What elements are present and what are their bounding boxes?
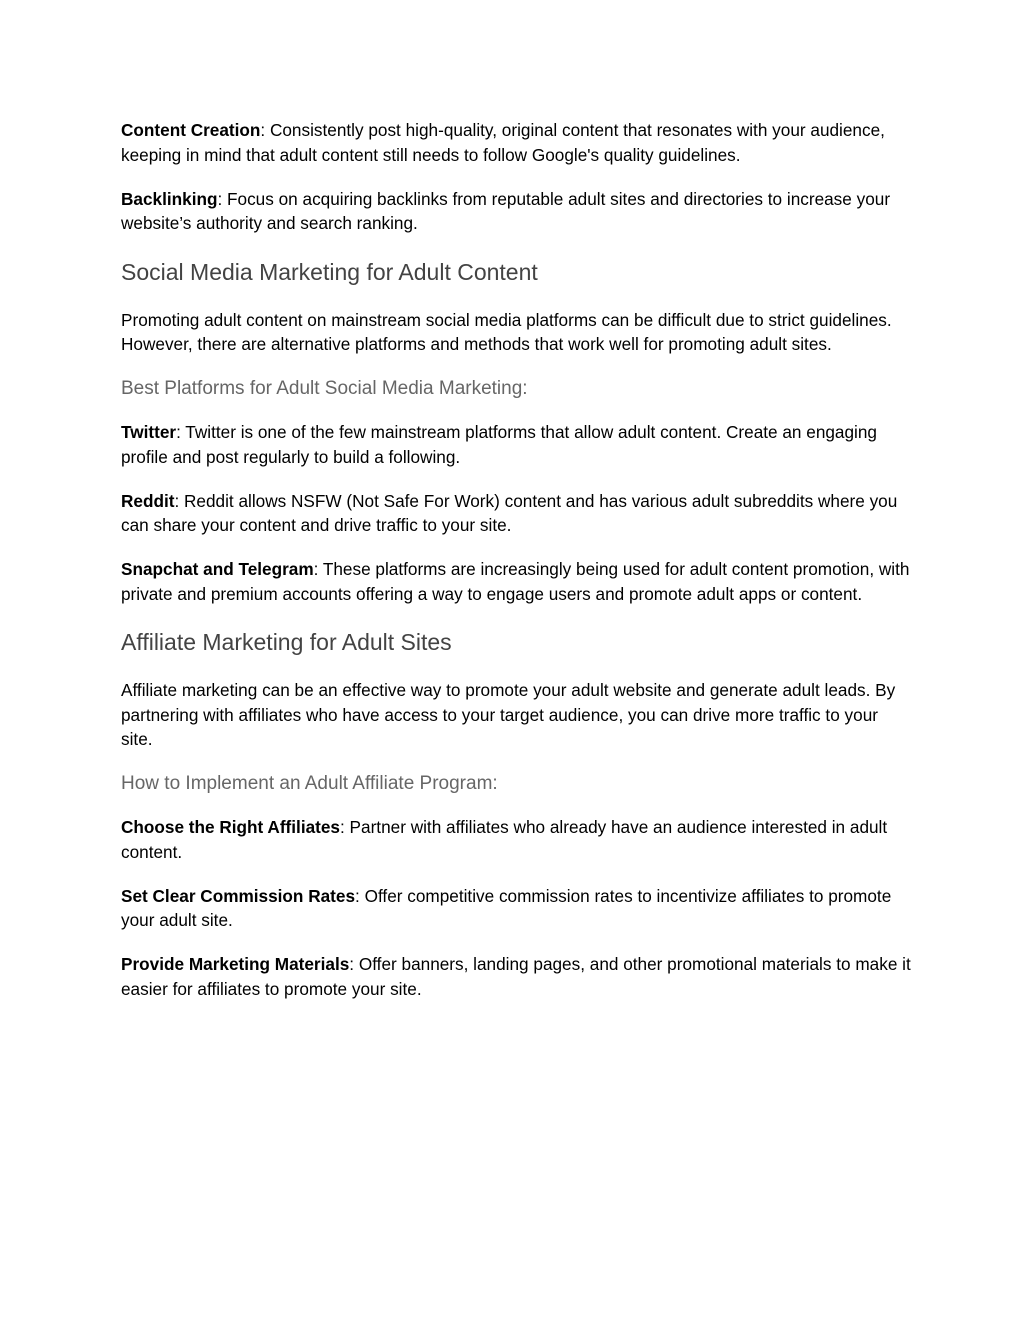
paragraph-content-creation: [121, 118, 911, 167]
paragraph-affiliate-intro: Affiliate marketing can be an effective way to promote your adult website and generate adult leads. By partnering with affiliates who have access to your target audience, you can drive more traffic to your site.: [121, 680, 896, 749]
term-content-creation: Content Creation: [121, 120, 261, 140]
paragraph-text: : Twitter is one of the few mainstream platforms that allow adult content. Create an engaging profile and post regularly to build a following.: [121, 422, 877, 467]
paragraph-backlinking: [121, 187, 911, 236]
term-reddit: Reddit: [121, 490, 175, 511]
subheading-best-platforms: Best Platforms for Adult Social Media Marketing:: [121, 378, 528, 399]
paragraph-choose-affiliates: [121, 815, 911, 864]
paragraph-text: : Partner with affiliates who already have an audience interested in adult content.: [121, 817, 888, 862]
paragraph-twitter: [121, 420, 911, 469]
term-marketing-materials: Provide Marketing Materials: [121, 954, 350, 974]
paragraph-text: : Reddit allows NSFW (Not Safe For Work) content and has various adult subreddits where you can share your content and drive traffic to your site.: [121, 490, 898, 535]
heading-affiliate-marketing: Affiliate Marketing for Adult Sites: [121, 629, 452, 655]
paragraph-text: : Offer banners, landing pages, and other promotional materials to make it easier for affiliates to promote your site.: [121, 954, 911, 999]
term-commission-rates: Set Clear Commission Rates: [121, 885, 356, 906]
paragraph-text: : Focus on acquiring backlinks from reputable adult sites and directories to increase your website’s authority and search ranking.: [121, 188, 891, 233]
paragraph-marketing-materials: [121, 952, 911, 1001]
term-twitter: Twitter: [121, 422, 177, 442]
term-choose-affiliates: Choose the Right Affiliates: [121, 817, 340, 837]
paragraph-commission-rates: [121, 884, 911, 933]
subheading-implement-affiliate: How to Implement an Adult Affiliate Program:: [121, 773, 498, 794]
paragraph-text: : Consistently post high-quality, original content that resonates with your audience, keeping in mind that adult content still needs to follow Google's quality guidelines.: [121, 120, 885, 165]
paragraph-social-intro: Promoting adult content on mainstream social media platforms can be difficult due to strict guidelines. However, there are alternative platforms and methods that work well for promoting adult sites.: [121, 309, 892, 354]
term-backlinking: Backlinking: [121, 188, 218, 209]
paragraph-text: : Offer competitive commission rates to incentivize affiliates to promote your adult site.: [121, 885, 892, 930]
term-snapchat-telegram: Snapchat and Telegram: [121, 559, 314, 579]
paragraph-snapchat-telegram: [121, 557, 911, 606]
document-page: [121, 118, 911, 1021]
paragraph-reddit: [121, 489, 911, 538]
paragraph-text: : These platforms are increasingly being used for adult content promotion, with private and premium accounts offering a way to engage users and promote adult apps or content.: [121, 559, 910, 604]
heading-social-media-marketing: Social Media Marketing for Adult Content: [121, 258, 538, 285]
